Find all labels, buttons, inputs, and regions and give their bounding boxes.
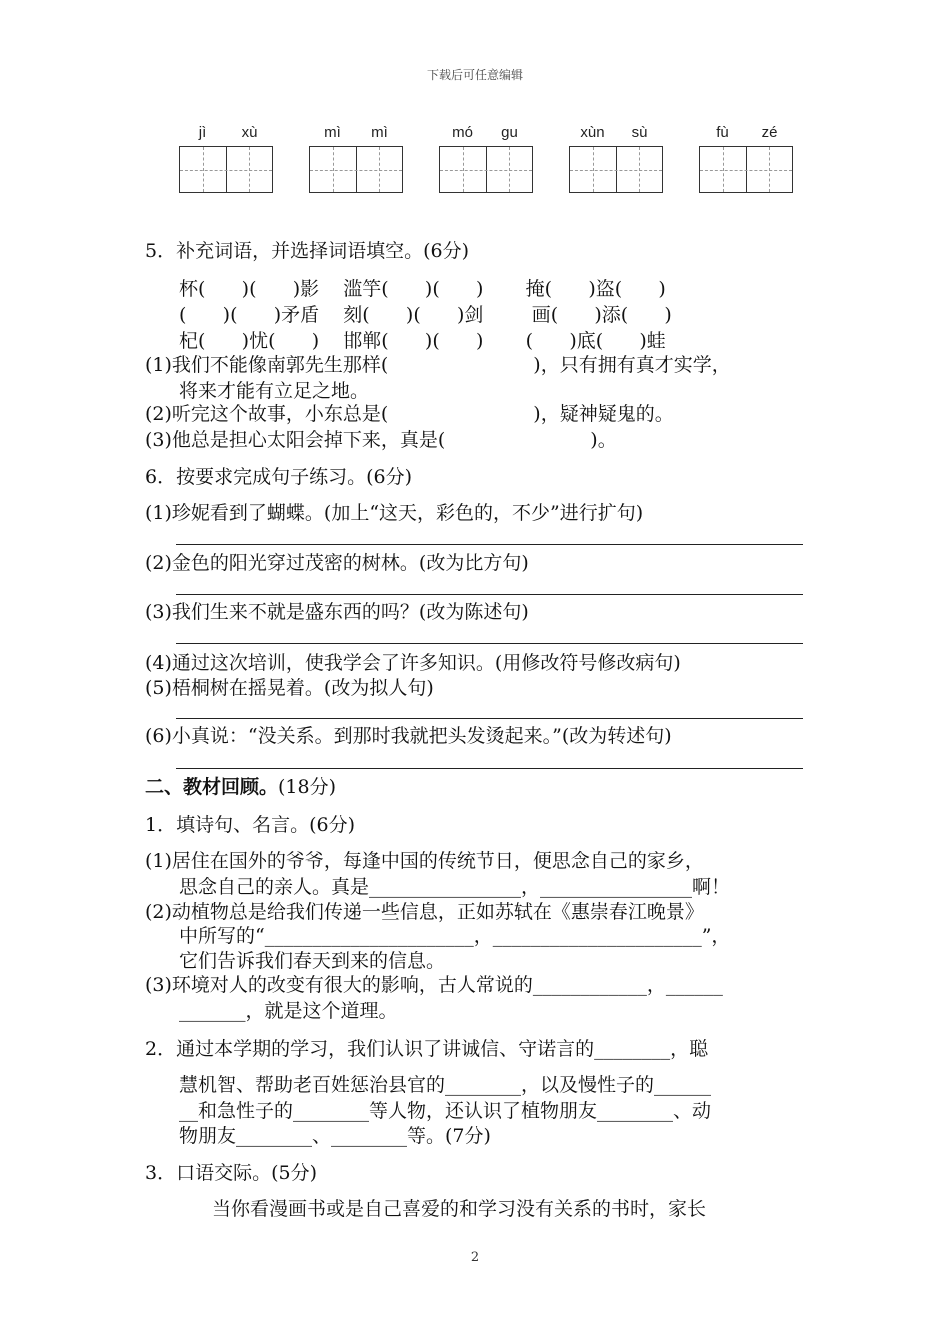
pinyin-group bbox=[439, 124, 533, 193]
q6-title: 6．按要求完成句子练习。(6分) bbox=[145, 466, 413, 488]
pinyin-group bbox=[179, 124, 273, 193]
pinyin-group bbox=[309, 124, 403, 193]
s2-q3-line-1: 当你看漫画书或是自己喜爱的和学习没有关系的书时，家长 bbox=[212, 1198, 707, 1220]
pinyin-label: gu bbox=[501, 124, 518, 141]
q5-sentence-3: (3)他总是担心太阳会掉下来，真是( )。 bbox=[145, 429, 617, 451]
s2-q2-line-1: 2．通过本学期的学习，我们认识了讲诚信、守诺言的________，聪 bbox=[145, 1038, 709, 1060]
q5-title: 5．补充词语，并选择词语填空。(6分) bbox=[145, 240, 470, 262]
writing-grid[interactable] bbox=[179, 146, 273, 193]
s2-q1-item-1: (1)居住在国外的爷爷，每逢中国的传统节日，便思念自己的家乡， bbox=[145, 850, 704, 872]
writing-grid[interactable] bbox=[439, 146, 533, 193]
page-header: 下载后可任意编辑 bbox=[426, 68, 523, 82]
q5-sentence-2: (2)听完这个故事，小东总是( )，疑神疑鬼的。 bbox=[145, 403, 674, 425]
q6-item-6: (6)小真说：“没关系。到那时我就把头发烫起来。”(改为转述句) bbox=[145, 725, 672, 747]
q6-item-5: (5)梧桐树在摇晃着。(改为拟人句) bbox=[145, 677, 434, 699]
pinyin-labels bbox=[309, 124, 403, 146]
pinyin-labels bbox=[179, 124, 273, 146]
pinyin-label: fù bbox=[716, 124, 729, 141]
s2-q1-title: 1．填诗句、名言。(6分) bbox=[145, 814, 356, 836]
section-2-title-text: 二、教材回顾。 bbox=[145, 776, 279, 798]
writing-grid[interactable] bbox=[699, 146, 793, 193]
pinyin-label: mó bbox=[452, 124, 473, 141]
s2-q1-item-1-cont: 思念自己的亲人。真是________________，________________啊！ bbox=[179, 876, 731, 898]
pinyin-labels bbox=[439, 124, 533, 146]
section-2-score: (18分) bbox=[278, 776, 337, 798]
q5-sentence-1-cont: 将来才能有立足之地。 bbox=[179, 380, 370, 402]
s2-q1-item-2-cont: 中所写的“______________________，______________________”， bbox=[179, 925, 731, 947]
pinyin-group bbox=[569, 124, 663, 193]
q6-item-1: (1)珍妮看到了蝴蝶。(加上“这天，彩色的，不少”进行扩句) bbox=[145, 502, 644, 524]
q6-answer-line-5[interactable] bbox=[176, 718, 803, 719]
q6-item-2: (2)金色的阳光穿过茂密的树林。(改为比方句) bbox=[145, 552, 529, 574]
section-2-title bbox=[145, 772, 336, 799]
q6-answer-line-1[interactable] bbox=[176, 544, 803, 545]
pinyin-label: mì bbox=[371, 124, 388, 141]
s2-q1-item-3: (3)环境对人的改变有很大的影响，古人常说的____________，______ bbox=[145, 974, 723, 996]
pinyin-group bbox=[699, 124, 793, 193]
pinyin-label: mì bbox=[324, 124, 341, 141]
pinyin-label: sù bbox=[631, 124, 648, 141]
s2-q3-title: 3．口语交际。(5分) bbox=[145, 1162, 318, 1184]
q5-sentence-1: (1)我们不能像南郭先生那样( )，只有拥有真才实学， bbox=[145, 354, 731, 376]
pinyin-labels bbox=[569, 124, 663, 146]
q6-item-4: (4)通过这次培训，使我学会了许多知识。(用修改符号修改病句) bbox=[145, 652, 681, 674]
page-number: 2 bbox=[470, 1250, 480, 1265]
pinyin-label: jì bbox=[198, 124, 207, 141]
pinyin-label: xù bbox=[241, 124, 258, 141]
q5-word-row-1: 杯( )( )影 滥竽( )( ) 掩( )盗( ) bbox=[179, 278, 666, 300]
s2-q1-item-2-cont2: 它们告诉我们春天到来的信息。 bbox=[179, 950, 446, 972]
s2-q2-line-4: 物朋友________、________等。(7分) bbox=[179, 1125, 491, 1147]
q6-answer-line-6[interactable] bbox=[176, 768, 803, 769]
s2-q1-item-3-cont: _______，就是这个道理。 bbox=[179, 1000, 398, 1022]
pinyin-labels bbox=[699, 124, 793, 146]
q6-item-3: (3)我们生来不就是盛东西的吗？(改为陈述句) bbox=[145, 601, 529, 623]
q6-answer-line-2[interactable] bbox=[176, 594, 803, 595]
s2-q1-item-2: (2)动植物总是给我们传递一些信息，正如苏轼在《惠崇春江晚景》 bbox=[145, 901, 704, 923]
q5-word-row-2: ( )( )矛盾 刻( )( )剑 画( )添( ) bbox=[179, 304, 672, 326]
writing-grid[interactable] bbox=[569, 146, 663, 193]
s2-q2-line-3: __和急性子的________等人物，还认识了植物朋友________、动 bbox=[179, 1100, 712, 1122]
s2-q2-line-2: 慧机智、帮助老百姓惩治县官的________，以及慢性子的______ bbox=[179, 1074, 712, 1096]
q6-answer-line-3[interactable] bbox=[176, 643, 803, 644]
writing-grid[interactable] bbox=[309, 146, 403, 193]
pinyin-label: xùn bbox=[580, 124, 605, 141]
pinyin-label: zé bbox=[761, 124, 778, 141]
q5-word-row-3: 杞( )忧( ) 邯郸( )( ) ( )底( )蛙 bbox=[179, 330, 666, 352]
